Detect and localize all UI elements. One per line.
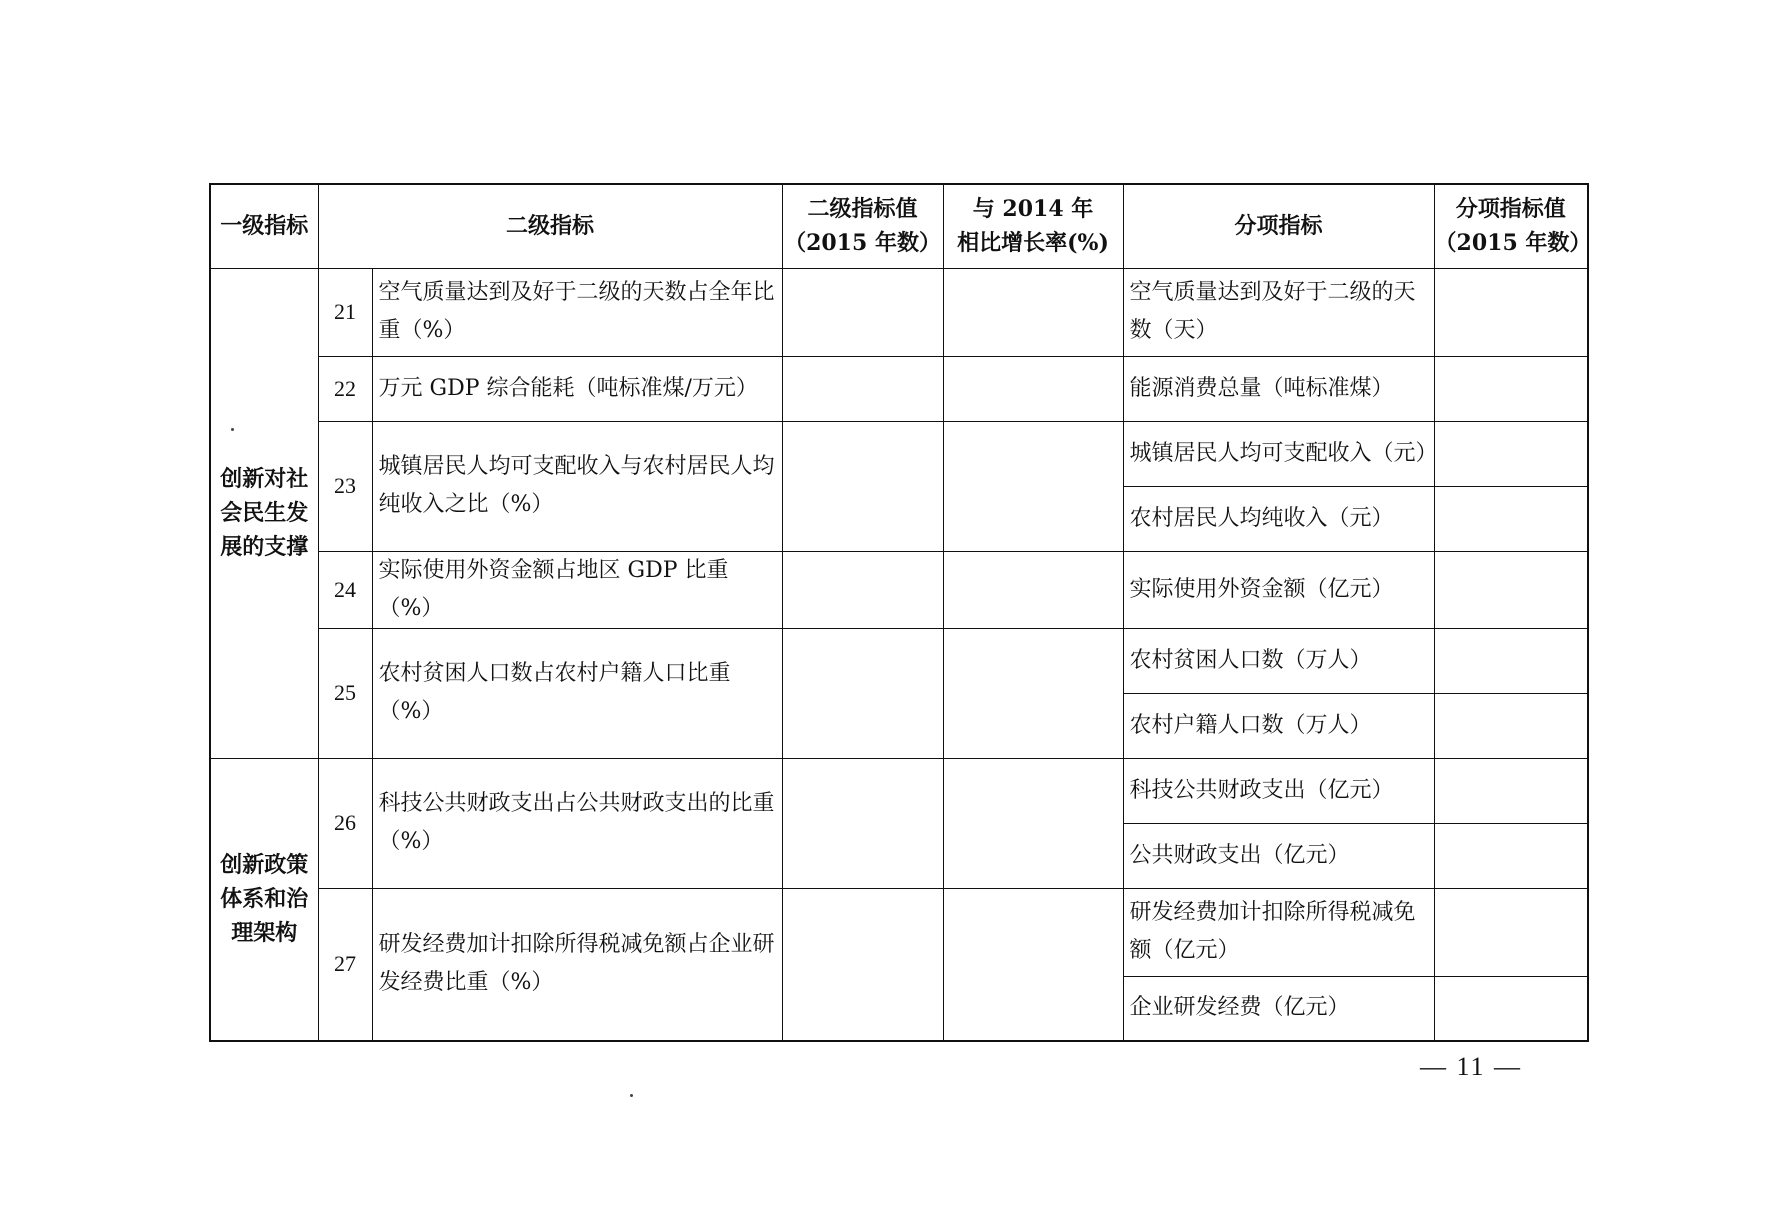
indicator-value-cell	[782, 356, 943, 421]
sub-indicator-value-cell	[1434, 693, 1588, 758]
row-number: 23	[318, 421, 372, 551]
sub-indicator-name: 实际使用外资金额（亿元）	[1123, 551, 1434, 628]
header-row	[210, 184, 1588, 268]
growth-rate-cell	[943, 551, 1123, 628]
growth-rate-cell	[943, 758, 1123, 888]
sub-indicator-value-cell	[1434, 421, 1588, 486]
sub-indicator-name: 农村户籍人口数（万人）	[1123, 693, 1434, 758]
sub-indicator-value-cell	[1434, 823, 1588, 888]
header-level2: 二级指标	[318, 184, 782, 268]
indicator-name: 科技公共财政支出占公共财政支出的比重（%）	[372, 758, 782, 888]
table-row	[210, 356, 1588, 421]
sub-indicator-name: 研发经费加计扣除所得税减免额（亿元）	[1123, 888, 1434, 976]
row-number: 22	[318, 356, 372, 421]
row-number: 21	[318, 268, 372, 356]
category-label-line: 体系和治	[220, 886, 309, 913]
sub-indicator-value-cell	[1434, 356, 1588, 421]
sub-indicator-value-cell	[1434, 486, 1588, 551]
indicator-value-cell	[782, 551, 943, 628]
header-growth	[943, 184, 1123, 268]
growth-rate-cell	[943, 268, 1123, 356]
table-row	[210, 888, 1588, 976]
indicator-name: 实际使用外资金额占地区 GDP 比重（%）	[372, 551, 782, 628]
header-subval-line2: （2015 年数）	[1434, 230, 1592, 257]
table-row	[210, 628, 1588, 693]
sub-indicator-name: 企业研发经费（亿元）	[1123, 976, 1434, 1041]
table-row	[210, 421, 1588, 486]
row-number: 24	[318, 551, 372, 628]
sub-indicator-name: 农村贫困人口数（万人）	[1123, 628, 1434, 693]
indicator-name: 农村贫困人口数占农村户籍人口比重（%）	[372, 628, 782, 758]
sub-indicator-value-cell	[1434, 758, 1588, 823]
page-number: — 11 —	[1420, 1052, 1523, 1081]
indicator-value-cell	[782, 421, 943, 551]
category-label-line: 创新对社	[220, 466, 309, 492]
row-number: 27	[318, 888, 372, 1041]
table-row	[210, 551, 1588, 628]
indicator-name: 研发经费加计扣除所得税减免额占企业研发经费比重（%）	[372, 888, 782, 1041]
indicator-value-cell	[782, 268, 943, 356]
growth-rate-cell	[943, 628, 1123, 758]
sub-indicator-value-cell	[1434, 976, 1588, 1041]
indicator-table	[209, 183, 1592, 1042]
scan-speck	[630, 1094, 633, 1097]
category-label-line: 展的支撑	[220, 534, 309, 560]
header-level1: 一级指标	[210, 184, 318, 268]
sub-indicator-name: 公共财政支出（亿元）	[1123, 823, 1434, 888]
indicator-value-cell	[782, 628, 943, 758]
header-value-line2: （2015 年数）	[784, 230, 941, 257]
category-cell	[210, 268, 318, 758]
indicator-value-cell	[782, 758, 943, 888]
header-growth-line1: 与 2014 年	[972, 196, 1094, 223]
sub-indicator-name: 能源消费总量（吨标准煤）	[1123, 356, 1434, 421]
indicator-name: 城镇居民人均可支配收入与农村居民人均纯收入之比（%）	[372, 421, 782, 551]
sub-indicator-name: 科技公共财政支出（亿元）	[1123, 758, 1434, 823]
header-value-line1: 二级指标值	[807, 196, 918, 223]
sub-indicator-name: 农村居民人均纯收入（元）	[1123, 486, 1434, 551]
category-label-line: 理架构	[231, 920, 298, 947]
indicator-name: 万元 GDP 综合能耗（吨标准煤/万元）	[372, 356, 782, 421]
scan-speck	[231, 428, 234, 431]
row-number: 25	[318, 628, 372, 758]
sub-indicator-value-cell	[1434, 268, 1588, 356]
sub-indicator-value-cell	[1434, 551, 1588, 628]
category-cell	[210, 758, 318, 1041]
table-row	[210, 268, 1588, 356]
growth-rate-cell	[943, 356, 1123, 421]
growth-rate-cell	[943, 421, 1123, 551]
row-number: 26	[318, 758, 372, 888]
growth-rate-cell	[943, 888, 1123, 1041]
category-label-line: 会民生发	[220, 500, 309, 526]
header-value	[782, 184, 943, 268]
sub-indicator-name: 空气质量达到及好于二级的天数（天）	[1123, 268, 1434, 356]
sub-indicator-name: 城镇居民人均可支配收入（元）	[1123, 421, 1434, 486]
header-sub: 分项指标	[1123, 184, 1434, 268]
sub-indicator-value-cell	[1434, 628, 1588, 693]
sub-indicator-value-cell	[1434, 888, 1588, 976]
header-subval-line1: 分项指标值	[1455, 196, 1566, 223]
header-subval	[1434, 184, 1592, 268]
indicator-name: 空气质量达到及好于二级的天数占全年比重（%）	[372, 268, 782, 356]
table-row	[210, 758, 1588, 823]
indicator-value-cell	[782, 888, 943, 1041]
header-growth-line2: 相比增长率(%)	[957, 230, 1109, 257]
category-label-line: 创新政策	[220, 852, 309, 879]
